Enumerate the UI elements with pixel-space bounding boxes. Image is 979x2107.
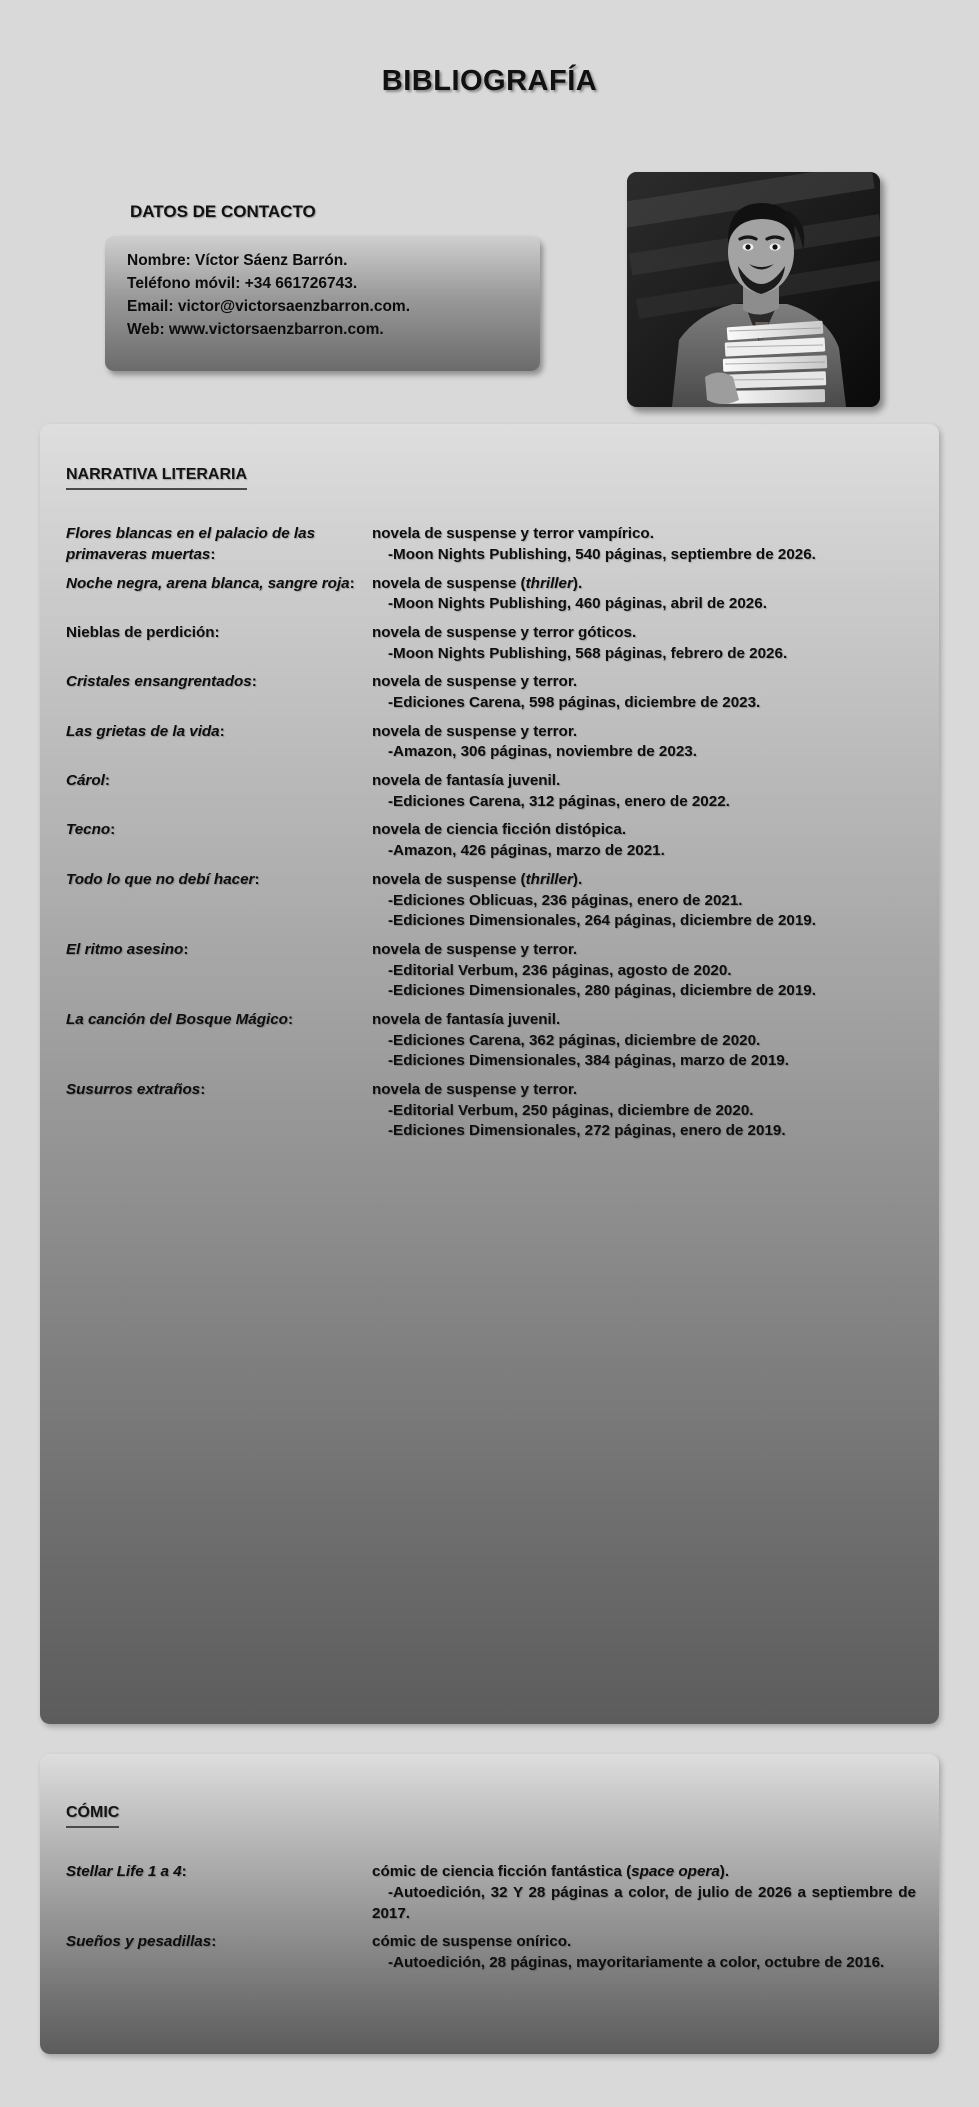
contact-line-name: Nombre: Víctor Sáenz Barrón. — [127, 252, 348, 270]
contact-line-email: Email: victor@victorsaenzbarron.com. — [127, 297, 411, 315]
entry-separator — [66, 1072, 916, 1080]
entry-description — [372, 574, 916, 615]
entry-separator — [66, 862, 916, 870]
entry-separator — [66, 1002, 916, 1010]
entry-description — [372, 1080, 916, 1142]
entry-title-colon: : — [110, 821, 116, 839]
entry-separator — [66, 932, 916, 940]
entry-description — [372, 940, 916, 1002]
entry-separator — [66, 714, 916, 722]
entry-title: Flores blancas en el palacio de las primaveras muertas: — [66, 525, 316, 563]
entry-title: Todo lo que no debí hacer: — [66, 870, 260, 888]
entry-title-colon: : — [251, 673, 257, 691]
section-heading-comic: CÓMIC — [66, 1804, 119, 1828]
author-portrait-image — [627, 172, 880, 407]
entry-title-colon: : — [214, 624, 220, 642]
entry-publication: -Amazon, 426 páginas, marzo de 2021. — [388, 842, 665, 860]
entry-title: Nieblas de perdición: — [66, 624, 220, 642]
entry-publication: -Ediciones Dimensionales, 272 páginas, enero de 2019. — [388, 1122, 786, 1140]
entry-kind: novela de suspense (thriller). — [372, 870, 583, 888]
entry-separator — [66, 664, 916, 672]
entry-kind: novela de fantasía juvenil. — [372, 1010, 561, 1028]
contact-box — [105, 236, 540, 371]
entry-publication: -Editorial Verbum, 250 páginas, diciembre de 2020. — [388, 1101, 754, 1119]
entry-description — [372, 820, 916, 861]
entry-separator — [66, 1924, 916, 1932]
entry-separator — [66, 812, 916, 820]
entry-title: El ritmo asesino: — [66, 940, 189, 958]
entry-publication: -Editorial Verbum, 236 páginas, agosto de 2020. — [388, 961, 732, 979]
entry-publication: -Ediciones Carena, 598 páginas, diciembre de 2023. — [388, 694, 761, 712]
entry-publication: -Ediciones Dimensionales, 264 páginas, diciembre de 2019. — [388, 912, 816, 930]
entry-title-colon: : — [219, 722, 225, 740]
entry-kind: novela de fantasía juvenil. — [372, 772, 561, 790]
entry-title-colon: : — [210, 545, 216, 563]
entry-description — [372, 623, 916, 664]
entry-publication: -Ediciones Oblicuas, 236 páginas, enero de 2021. — [388, 891, 743, 909]
entry-separator — [66, 615, 916, 623]
entry-publication: -Autoedición, 32 Y 28 páginas a color, de julio de 2026 a septiembre de 2017. — [372, 1884, 916, 1922]
entry-separator — [66, 763, 916, 771]
entry-kind: cómic de ciencia ficción fantástica (space opera). — [372, 1863, 730, 1881]
portrait-graphic — [627, 172, 880, 407]
entry-kind: novela de ciencia ficción distópica. — [372, 821, 627, 839]
entry-title: Las grietas de la vida: — [66, 722, 225, 740]
entry-publication: -Moon Nights Publishing, 460 páginas, abril de 2026. — [388, 595, 767, 613]
section-heading-narrativa: NARRATIVA LITERARIA — [66, 466, 247, 490]
entry-kind: novela de suspense y terror góticos. — [372, 624, 637, 642]
entry-description — [372, 524, 916, 565]
entry-title: Noche negra, arena blanca, sangre roja: — [66, 574, 355, 592]
entry-kind: novela de suspense y terror. — [372, 673, 578, 691]
entry-description — [372, 1010, 916, 1072]
contact-heading: DATOS DE CONTACTO — [130, 202, 316, 222]
entry-title: La canción del Bosque Mágico: — [66, 1010, 294, 1028]
entry-publication: -Ediciones Dimensionales, 280 páginas, diciembre de 2019. — [388, 982, 816, 1000]
entry-description — [372, 771, 916, 812]
entry-publication: -Ediciones Carena, 312 páginas, enero de 2022. — [388, 792, 730, 810]
entry-publication: -Moon Nights Publishing, 568 páginas, febrero de 2026. — [388, 644, 788, 662]
entry-title-colon: : — [104, 772, 110, 790]
entry-title-colon: : — [349, 574, 355, 592]
contact-block — [105, 202, 540, 371]
entry-kind: novela de suspense y terror vampírico. — [372, 525, 654, 543]
entry-kind: novela de suspense y terror. — [372, 940, 578, 958]
contact-line-phone: Teléfono móvil: +34 661726743. — [127, 275, 358, 293]
page-title: BIBLIOGRAFÍA — [381, 65, 598, 98]
entry-kind: novela de suspense y terror. — [372, 1080, 578, 1098]
entry-kind: novela de suspense (thriller). — [372, 574, 583, 592]
kind-italic-term: space opera — [631, 1863, 720, 1881]
entry-title-colon: : — [200, 1080, 206, 1098]
kind-italic-term: thriller — [525, 870, 573, 888]
entry-kind: novela de suspense y terror. — [372, 722, 578, 740]
entry-separator — [66, 566, 916, 574]
contact-line-web: Web: www.victorsaenzbarron.com. — [127, 320, 384, 338]
entry-title-colon: : — [254, 870, 260, 888]
entry-title: Susurros extraños: — [66, 1080, 206, 1098]
entry-title: Cárol: — [66, 772, 110, 790]
entry-title: Sueños y pesadillas: — [66, 1933, 217, 1951]
entry-description — [372, 1862, 916, 1924]
narrativa-entries-list — [66, 524, 916, 1141]
kind-italic-term: thriller — [525, 574, 573, 592]
entry-title: Cristales ensangrentados: — [66, 673, 257, 691]
entry-publication: -Ediciones Carena, 362 páginas, diciembre de 2020. — [388, 1031, 761, 1049]
entry-publication: -Moon Nights Publishing, 540 páginas, septiembre de 2026. — [388, 546, 816, 564]
entry-description — [372, 1932, 916, 1973]
entry-title: Stellar Life 1 a 4: — [66, 1863, 187, 1881]
entry-title-colon: : — [183, 940, 189, 958]
entry-publication: -Ediciones Dimensionales, 384 páginas, marzo de 2019. — [388, 1052, 789, 1070]
entry-description — [372, 870, 916, 932]
comic-entries-list — [66, 1862, 916, 1973]
entry-title-colon: : — [211, 1933, 217, 1951]
entry-description — [372, 722, 916, 763]
entry-title: Tecno: — [66, 821, 116, 839]
entry-description — [372, 672, 916, 713]
entry-title-colon: : — [287, 1010, 294, 1028]
entry-publication: -Amazon, 306 páginas, noviembre de 2023. — [388, 743, 697, 761]
entry-title-colon: : — [181, 1863, 187, 1881]
entry-kind: cómic de suspense onírico. — [372, 1933, 572, 1951]
entry-publication: -Autoedición, 28 páginas, mayoritariamente a color, octubre de 2016. — [388, 1954, 885, 1972]
